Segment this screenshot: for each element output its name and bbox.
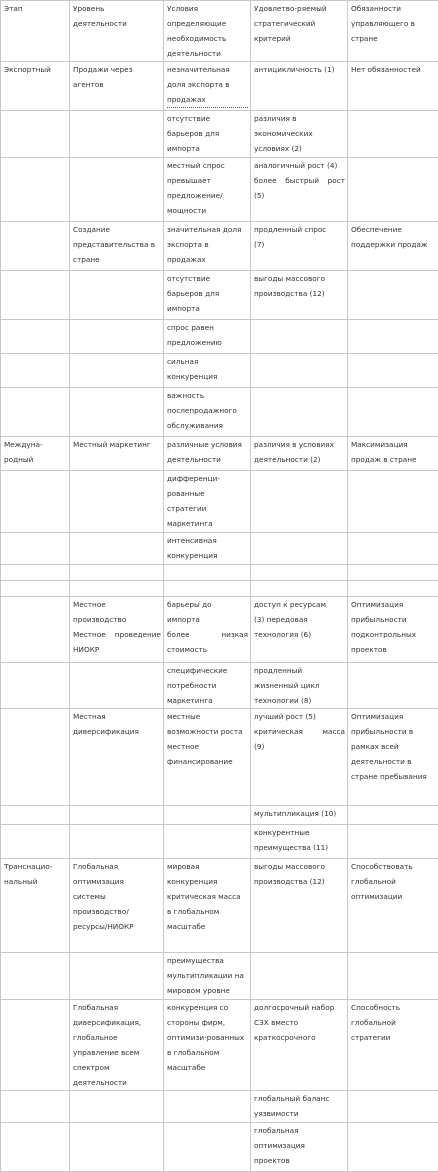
manager-duties-cell	[348, 222, 438, 271]
activity-level-cell	[70, 471, 164, 533]
cell-text-line: доступ к ресурсам	[254, 597, 345, 612]
criteria-cell	[251, 597, 348, 663]
conditions-cell	[164, 597, 251, 663]
table-row	[1, 581, 438, 597]
conditions-cell	[164, 953, 251, 1000]
manager-duties-cell	[348, 859, 438, 953]
table-row	[1, 111, 438, 158]
cell-text-line: условиях (2)	[254, 141, 345, 156]
table-row	[1, 1000, 438, 1091]
cell-text-line: Нет обязанностей	[351, 62, 436, 77]
manager-duties-cell	[348, 709, 438, 806]
cell-text-line: Способствовать	[351, 859, 436, 874]
stage-cell	[1, 581, 70, 597]
stage-cell	[1, 806, 70, 825]
conditions-cell	[164, 1123, 251, 1172]
stage-cell	[1, 222, 70, 271]
cell-text-line: критическая масса	[254, 724, 345, 739]
activity-level-cell	[70, 597, 164, 663]
cell-text-line: мультипликации на	[167, 968, 248, 983]
stage-cell	[1, 111, 70, 158]
manager-duties-cell	[348, 565, 438, 581]
cell-text-line: значительная доля	[167, 222, 248, 237]
stage-cell	[1, 437, 70, 471]
activity-level-cell	[70, 953, 164, 1000]
table-row	[1, 1091, 438, 1123]
cell-text-line: определяющие	[167, 16, 248, 31]
cell-text-line: технологии (8)	[254, 693, 345, 708]
cell-text-line: импорта	[167, 141, 248, 156]
conditions-cell	[164, 1000, 251, 1091]
criteria-cell	[251, 859, 348, 953]
cell-text-line: глобальная	[254, 1123, 345, 1138]
criteria-cell	[251, 62, 348, 111]
table-header-row	[1, 1, 438, 62]
cell-text-line: Местное проведение	[73, 627, 161, 642]
conditions-cell	[164, 581, 251, 597]
column-header	[1, 1, 70, 62]
cell-text-line: стране пребывания	[351, 769, 436, 784]
table-row	[1, 354, 438, 388]
cell-text-line: диверсификация	[73, 724, 161, 739]
conditions-cell	[164, 859, 251, 953]
cell-text-line: финансирование	[167, 754, 248, 769]
cell-text-line: управление всем	[73, 1045, 161, 1060]
table-row	[1, 953, 438, 1000]
cell-text-line: производства (12)	[254, 874, 345, 889]
manager-duties-cell	[348, 1123, 438, 1172]
cell-text-line: дифференци-	[167, 471, 248, 486]
cell-text-line: критерий	[254, 31, 345, 46]
table-row	[1, 320, 438, 354]
cell-text-line: аналогичный рост (4)	[254, 158, 345, 173]
conditions-cell	[164, 825, 251, 859]
criteria-cell	[251, 471, 348, 533]
cell-text-line: продажах	[167, 252, 248, 267]
activity-level-cell	[70, 825, 164, 859]
stage-cell	[1, 953, 70, 1000]
cell-text-line: Местная	[73, 709, 161, 724]
cell-text-line: проектов	[254, 1153, 345, 1168]
cell-text-line: доля экспорта в	[167, 77, 248, 92]
manager-duties-cell	[348, 825, 438, 859]
cell-text-line: местный спрос	[167, 158, 248, 173]
table-row	[1, 859, 438, 953]
cell-text-line: местные	[167, 709, 248, 724]
cell-text-line: необходимость	[167, 31, 248, 46]
conditions-cell	[164, 437, 251, 471]
cell-text-line: конкурентные	[254, 825, 345, 840]
cell-text-line: оптимизи-рованных	[167, 1030, 248, 1045]
cell-text-line: деятельности	[73, 1075, 161, 1090]
cell-text-line: мощности	[167, 203, 248, 218]
cell-text-line: (3) передовая	[254, 612, 345, 627]
activity-level-cell	[70, 806, 164, 825]
cell-text-line: отсутствие	[167, 271, 248, 286]
cell-text-line: отсутствие	[167, 111, 248, 126]
cell-text-line: превышает	[167, 173, 248, 188]
cell-text-line: конкуренция	[167, 548, 248, 563]
stage-cell	[1, 471, 70, 533]
cell-text-line: управляющего в	[351, 16, 436, 31]
activity-level-cell	[70, 533, 164, 565]
table-row	[1, 471, 438, 533]
cell-text-line: краткосрочного	[254, 1030, 345, 1045]
cell-text-line: Глобальная	[73, 859, 161, 874]
activity-level-cell	[70, 709, 164, 806]
cell-text-line: продленный	[254, 663, 345, 678]
cell-text-line: поддержки продаж	[351, 237, 436, 252]
cell-text-line: различия в условиях	[254, 437, 345, 452]
cell-text-line: предложению	[167, 335, 248, 350]
table-row	[1, 709, 438, 806]
cell-text-line: Местное	[73, 597, 161, 612]
activity-level-cell	[70, 565, 164, 581]
criteria-cell	[251, 806, 348, 825]
cell-text-line: преимущества	[167, 953, 248, 968]
cell-text-line: деятельности	[167, 46, 248, 61]
stage-cell	[1, 354, 70, 388]
cell-text-line: специфические	[167, 663, 248, 678]
stage-cell	[1, 825, 70, 859]
column-header	[348, 1, 438, 62]
manager-duties-cell	[348, 1000, 438, 1091]
table-row	[1, 388, 438, 437]
criteria-cell	[251, 388, 348, 437]
cell-text-line: незначительная	[167, 62, 248, 77]
cell-text-line: системы	[73, 889, 161, 904]
conditions-cell	[164, 354, 251, 388]
criteria-cell	[251, 111, 348, 158]
criteria-cell	[251, 158, 348, 222]
cell-text-line: Междуна-	[4, 437, 67, 452]
stage-cell	[1, 1000, 70, 1091]
cell-text-line: выгоды массового	[254, 859, 345, 874]
table-row	[1, 597, 438, 663]
cell-text-line: преимущества (11)	[254, 840, 345, 855]
cell-text-line: импорта	[167, 301, 248, 316]
column-header	[70, 1, 164, 62]
table-row	[1, 62, 438, 111]
cell-text-line: экономических	[254, 126, 345, 141]
cell-text-line: различия в	[254, 111, 345, 126]
cell-text-line: в глобальном	[167, 1045, 248, 1060]
cell-text-line: глобальной	[351, 1015, 436, 1030]
cell-text-line: прибыльности в	[351, 724, 436, 739]
cell-text-line: различные условия	[167, 437, 248, 452]
table-row	[1, 565, 438, 581]
cell-text-line: импорта	[167, 612, 248, 627]
cell-text-line: Обеспечение	[351, 222, 436, 237]
cell-text-line: масштабе	[167, 1060, 248, 1075]
conditions-cell	[164, 1091, 251, 1123]
stage-cell	[1, 388, 70, 437]
criteria-cell	[251, 581, 348, 597]
stage-cell	[1, 597, 70, 663]
cell-text-line: стоимость	[167, 642, 248, 657]
manager-duties-cell	[348, 806, 438, 825]
activity-level-cell	[70, 62, 164, 111]
activity-level-cell	[70, 320, 164, 354]
cell-text-line: предложение/	[167, 188, 248, 203]
cell-text-line: Обязанности	[351, 1, 436, 16]
cell-text-line: послепродажного	[167, 403, 248, 418]
cell-text-line: в глобальном	[167, 904, 248, 919]
activity-level-cell	[70, 271, 164, 320]
cell-text-line: нальный	[4, 874, 67, 889]
criteria-cell	[251, 533, 348, 565]
cell-text-line: оптимизация	[254, 1138, 345, 1153]
cell-text-line: Глобальная	[73, 1000, 161, 1015]
stage-cell	[1, 158, 70, 222]
stage-cell	[1, 1091, 70, 1123]
cell-text-line: стратегии	[167, 501, 248, 516]
cell-text-line: обслуживания	[167, 418, 248, 433]
criteria-cell	[251, 709, 348, 806]
activity-level-cell	[70, 1000, 164, 1091]
cell-text-line: Уровень	[73, 1, 161, 16]
cell-text-line: стране	[73, 252, 161, 267]
cell-text-line: производства (12)	[254, 286, 345, 301]
cell-text-line: деятельности в	[351, 754, 436, 769]
cell-text-line: мировом уровне	[167, 983, 248, 998]
cell-text-line: технология (6)	[254, 627, 345, 642]
cell-text-line: (9)	[254, 739, 345, 754]
manager-duties-cell	[348, 62, 438, 111]
criteria-cell	[251, 354, 348, 388]
manager-duties-cell	[348, 158, 438, 222]
criteria-cell	[251, 437, 348, 471]
stage-cell	[1, 1123, 70, 1172]
cell-text-line: прибыльности	[351, 612, 436, 627]
conditions-cell	[164, 388, 251, 437]
column-header	[251, 1, 348, 62]
cell-text-line: продажах	[167, 92, 248, 108]
cell-text-line: конкуренция	[167, 369, 248, 384]
conditions-cell	[164, 111, 251, 158]
cell-text-line: оптимизации	[351, 889, 436, 904]
manager-duties-cell	[348, 663, 438, 709]
manager-duties-cell	[348, 1091, 438, 1123]
activity-level-cell	[70, 388, 164, 437]
conditions-cell	[164, 222, 251, 271]
cell-text-line: возможности роста	[167, 724, 248, 739]
cell-text-line: сильная	[167, 354, 248, 369]
cell-text-line: более низкая	[167, 627, 248, 642]
conditions-cell	[164, 471, 251, 533]
cell-text-line: деятельности	[73, 16, 161, 31]
table-row	[1, 1123, 438, 1172]
cell-text-line: производство	[73, 612, 161, 627]
stage-cell	[1, 320, 70, 354]
criteria-cell	[251, 825, 348, 859]
stage-cell	[1, 271, 70, 320]
cell-text-line: барьеров для	[167, 126, 248, 141]
cell-text-line: подконтрольных	[351, 627, 436, 642]
cell-text-line: родный	[4, 452, 67, 467]
cell-text-line: рамках всей	[351, 739, 436, 754]
stage-cell	[1, 533, 70, 565]
table-row	[1, 271, 438, 320]
cell-text-line: СЗХ вместо	[254, 1015, 345, 1030]
cell-text-line: Этап	[4, 1, 67, 16]
manager-duties-cell	[348, 271, 438, 320]
cell-text-line: маркетинга	[167, 516, 248, 531]
cell-text-line: НИОКР	[73, 642, 161, 657]
activity-level-cell	[70, 111, 164, 158]
table-row	[1, 158, 438, 222]
cell-text-line: антицикличность (1)	[254, 62, 345, 77]
cell-text-line: маркетинга	[167, 693, 248, 708]
cell-text-line: Продажи через	[73, 62, 161, 77]
column-header	[164, 1, 251, 62]
cell-text-line: оптимизация	[73, 874, 161, 889]
manager-duties-cell	[348, 581, 438, 597]
manager-duties-cell	[348, 597, 438, 663]
activity-level-cell	[70, 1123, 164, 1172]
cell-text-line: глобальной	[351, 874, 436, 889]
conditions-cell	[164, 806, 251, 825]
conditions-cell	[164, 320, 251, 354]
cell-text-line: Условия	[167, 1, 248, 16]
cell-text-line: лучший рост (5)	[254, 709, 345, 724]
manager-duties-cell	[348, 354, 438, 388]
cell-text-line: более быстрый рост	[254, 173, 345, 188]
cell-text-line: диверсификация,	[73, 1015, 161, 1030]
cell-text-line: (7)	[254, 237, 345, 252]
cell-text-line: Создание	[73, 222, 161, 237]
cell-text-line: продаж в стране	[351, 452, 436, 467]
manager-duties-cell	[348, 111, 438, 158]
criteria-cell	[251, 663, 348, 709]
conditions-cell	[164, 663, 251, 709]
cell-text-line: мировая	[167, 859, 248, 874]
cell-text-line: продленный спрос	[254, 222, 345, 237]
stage-cell	[1, 709, 70, 806]
activity-level-cell	[70, 222, 164, 271]
stage-cell	[1, 663, 70, 709]
cell-text-line: спрос равен	[167, 320, 248, 335]
cell-text-line: Оптимизация	[351, 709, 436, 724]
manager-duties-cell	[348, 533, 438, 565]
cell-text-line: конкуренция	[167, 874, 248, 889]
cell-text-line: производство/	[73, 904, 161, 919]
criteria-cell	[251, 1091, 348, 1123]
activity-level-cell	[70, 581, 164, 597]
cell-text-line: рованные	[167, 486, 248, 501]
cell-text-line: деятельности (2)	[254, 452, 345, 467]
cell-text-line: представительства в	[73, 237, 161, 252]
table-row	[1, 806, 438, 825]
cell-text-line: долгосрочный набор	[254, 1000, 345, 1015]
cell-text-line: потребности	[167, 678, 248, 693]
cell-text-line: выгоды массового	[254, 271, 345, 286]
cell-text-line: Максимизация	[351, 437, 436, 452]
table-row	[1, 663, 438, 709]
conditions-cell	[164, 565, 251, 581]
manager-duties-cell	[348, 953, 438, 1000]
conditions-cell	[164, 533, 251, 565]
cell-text-line: Оптимизация	[351, 597, 436, 612]
criteria-cell	[251, 953, 348, 1000]
cell-text-line: глобальный баланс	[254, 1091, 345, 1106]
criteria-cell	[251, 565, 348, 581]
cell-text-line: стране	[351, 31, 436, 46]
activity-level-cell	[70, 437, 164, 471]
activity-level-cell	[70, 859, 164, 953]
cell-text-line: важность	[167, 388, 248, 403]
cell-text-line: ресурсы/НИОКР	[73, 919, 161, 934]
table-row	[1, 222, 438, 271]
cell-text-line: барьеров для	[167, 286, 248, 301]
activity-level-cell	[70, 354, 164, 388]
cell-text-line: жизненный цикл	[254, 678, 345, 693]
activity-level-cell	[70, 158, 164, 222]
cell-text-line: конкуренция со	[167, 1000, 248, 1015]
table-row	[1, 825, 438, 859]
cell-text-line: агентов	[73, 77, 161, 92]
cell-text-line: уязвимости	[254, 1106, 345, 1121]
criteria-cell	[251, 1123, 348, 1172]
manager-duties-cell	[348, 320, 438, 354]
cell-text-line: Местный маркетинг	[73, 437, 161, 452]
cell-text-line: спектром	[73, 1060, 161, 1075]
cell-text-line: Экспортный	[4, 62, 67, 77]
manager-duties-cell	[348, 437, 438, 471]
conditions-cell	[164, 709, 251, 806]
stage-cell	[1, 565, 70, 581]
activity-level-cell	[70, 1091, 164, 1123]
criteria-cell	[251, 222, 348, 271]
cell-text-line: Удовлетво-ряемый	[254, 1, 345, 16]
cell-text-line: мультипликация (10)	[254, 806, 345, 821]
cell-text-line: стратегии	[351, 1030, 436, 1045]
stage-cell	[1, 859, 70, 953]
stage-cell	[1, 62, 70, 111]
cell-text-line: стратегический	[254, 16, 345, 31]
cell-text-line: деятельности	[167, 452, 248, 467]
cell-text-line: глобальное	[73, 1030, 161, 1045]
criteria-cell	[251, 1000, 348, 1091]
cell-text-line: (5)	[254, 188, 345, 203]
table-row	[1, 533, 438, 565]
cell-text-line: критическая масса	[167, 889, 248, 904]
cell-text-line: масштабе	[167, 919, 248, 934]
conditions-cell	[164, 271, 251, 320]
cell-text-line: барьеры до	[167, 597, 248, 612]
conditions-cell	[164, 62, 251, 111]
table-row	[1, 437, 438, 471]
cell-text-line: экспорта в	[167, 237, 248, 252]
table-body	[1, 1, 438, 1172]
criteria-cell	[251, 271, 348, 320]
criteria-cell	[251, 320, 348, 354]
cell-text-line: интенсивная	[167, 533, 248, 548]
cell-text-line: стороны фирм,	[167, 1015, 248, 1030]
activity-level-cell	[70, 663, 164, 709]
cell-text-line: Транснацио-	[4, 859, 67, 874]
conditions-cell	[164, 158, 251, 222]
manager-duties-cell	[348, 388, 438, 437]
cell-text-line: местное	[167, 739, 248, 754]
manager-duties-cell	[348, 471, 438, 533]
cell-text-line: Способность	[351, 1000, 436, 1015]
cell-text-line: проектов	[351, 642, 436, 657]
